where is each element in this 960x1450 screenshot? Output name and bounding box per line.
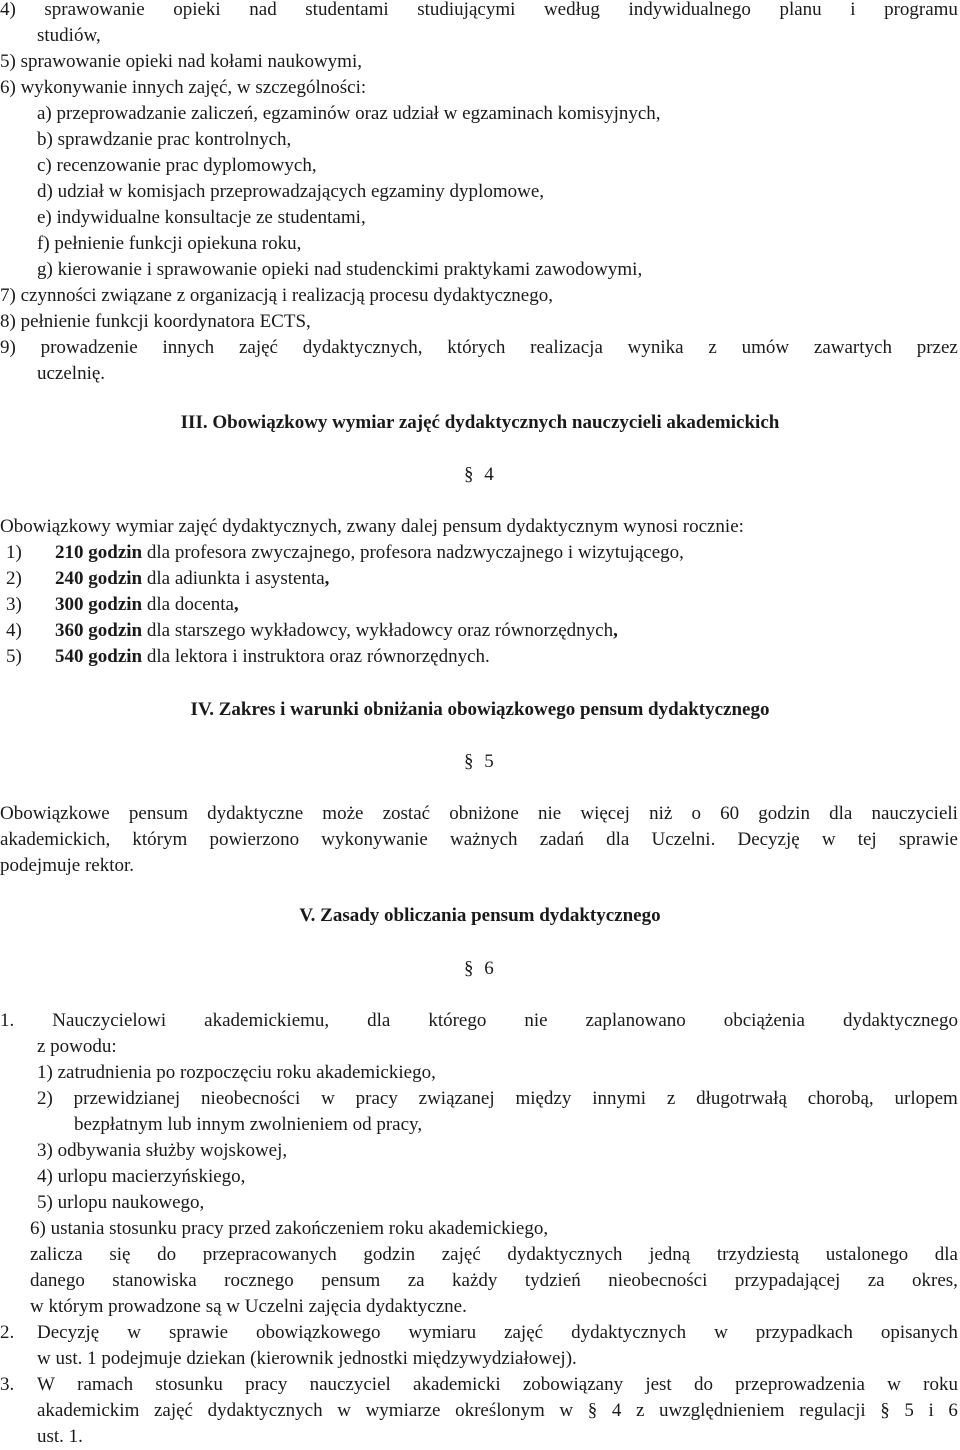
rule-2-number: 2. bbox=[0, 1322, 15, 1343]
word: urlopem bbox=[894, 1088, 958, 1109]
paragraph-marker-4 bbox=[464, 462, 494, 488]
word: nieobecności bbox=[201, 1088, 301, 1109]
section-title: Zakres i warunki obniżania obowiązkowego pensum dydaktycznego bbox=[218, 699, 770, 720]
paragraph-marker-6 bbox=[464, 956, 494, 982]
word: nauczycieli bbox=[871, 803, 958, 824]
word: wymiarze bbox=[365, 1400, 441, 1421]
position: dla starszego wykładowcy, wykładowcy oraz równorzędnych bbox=[142, 620, 614, 641]
rule-3-line3: ust. 1. bbox=[37, 1426, 83, 1447]
word: i bbox=[928, 1400, 934, 1421]
word: z bbox=[708, 337, 717, 358]
word: przypadającej bbox=[734, 1270, 841, 1291]
pensum-item bbox=[0, 566, 960, 592]
word: Obowiązkowe bbox=[0, 803, 110, 824]
word: godzin bbox=[363, 1244, 416, 1265]
word: obniżone bbox=[449, 803, 519, 824]
word: powierzono bbox=[209, 829, 300, 850]
section-heading-4 bbox=[0, 697, 960, 723]
word: regulacji bbox=[799, 1400, 866, 1421]
word: dla bbox=[606, 829, 630, 850]
section-symbol: § bbox=[464, 464, 474, 485]
reduction-line1 bbox=[0, 801, 958, 827]
reduction-line3: podejmuje rektor. bbox=[0, 855, 135, 876]
pensum-item bbox=[0, 592, 960, 618]
word: dla bbox=[934, 1244, 958, 1265]
hours: 210 godzin bbox=[55, 542, 143, 563]
word: roku bbox=[923, 1374, 958, 1395]
word: zajęć bbox=[238, 337, 278, 358]
word: do bbox=[693, 1374, 713, 1395]
word: przeprowadzenia bbox=[735, 1374, 865, 1395]
word: uwzględnieniem bbox=[659, 1400, 785, 1421]
word: w bbox=[821, 829, 836, 850]
reduction-line2 bbox=[0, 827, 958, 853]
word: których bbox=[447, 337, 506, 358]
section-number: V. bbox=[299, 905, 316, 926]
list-item-8: 8) pełnienie funkcji koordynatora ECTS, bbox=[0, 311, 311, 332]
word: zajęć bbox=[504, 1322, 544, 1343]
item-number: 1) bbox=[6, 542, 22, 563]
word: przepracowanych bbox=[202, 1244, 337, 1265]
word: związanej bbox=[418, 1088, 495, 1109]
word: akademicki bbox=[413, 1374, 501, 1395]
word: wykonywanie bbox=[321, 829, 428, 850]
position: dla profesora zwyczajnego, profesora nadzwyczajnego i wizytującego, bbox=[142, 542, 684, 563]
sub-item-d: d) udział w komisjach przeprowadzających egzaminy dyplomowe, bbox=[37, 181, 545, 202]
word: o bbox=[691, 803, 701, 824]
word: programu bbox=[884, 0, 958, 20]
word: którego bbox=[428, 1010, 487, 1031]
word: pracy bbox=[355, 1088, 398, 1109]
sub-item-g: g) kierowanie i sprawowanie opieki nad studenckimi praktykami zawodowymi, bbox=[37, 259, 643, 280]
rule-1-cont-line2 bbox=[30, 1268, 958, 1294]
list-item-4-line1 bbox=[0, 0, 958, 23]
section-symbol: § bbox=[464, 958, 474, 979]
word: prowadzenie bbox=[40, 337, 138, 358]
word: zajęć bbox=[153, 1400, 193, 1421]
word: się bbox=[109, 1244, 131, 1265]
word: nie bbox=[538, 803, 562, 824]
pensum-item bbox=[0, 644, 960, 670]
word: zaplanowano bbox=[585, 1010, 686, 1031]
reason-item-2-line2: bezpłatnym lub innym zwolnieniem od pracy, bbox=[74, 1114, 423, 1135]
word: ważnych bbox=[450, 829, 518, 850]
word: stanowiska bbox=[112, 1270, 197, 1291]
hours: 300 godzin bbox=[55, 594, 143, 615]
tail: , bbox=[233, 594, 239, 615]
word: umów bbox=[741, 337, 790, 358]
word: za bbox=[407, 1270, 425, 1291]
word: akademickim bbox=[37, 1400, 140, 1421]
word: wymiaru bbox=[408, 1322, 477, 1343]
hours: 240 godzin bbox=[55, 568, 143, 589]
word: zadań bbox=[539, 829, 584, 850]
word: Nauczycielowi bbox=[52, 1010, 167, 1031]
word: 4 bbox=[611, 1400, 622, 1421]
word: dla bbox=[367, 1010, 391, 1031]
rule-3-line2 bbox=[37, 1398, 958, 1424]
word: opisanych bbox=[880, 1322, 958, 1343]
word: przypadkach bbox=[755, 1322, 853, 1343]
word: określonym bbox=[455, 1400, 545, 1421]
word: danego bbox=[30, 1270, 85, 1291]
word: w bbox=[559, 1400, 574, 1421]
word: innych bbox=[162, 337, 215, 358]
word: w bbox=[321, 1088, 335, 1109]
position: dla lektora i instruktora oraz równorzędnych. bbox=[142, 646, 490, 667]
word: nad bbox=[249, 0, 277, 20]
word: w bbox=[887, 1374, 901, 1395]
word: ramach bbox=[77, 1374, 134, 1395]
word: jest bbox=[645, 1374, 672, 1395]
list-item-7: 7) czynności związane z organizacją i realizacją procesu dydaktycznego, bbox=[0, 285, 553, 306]
word: dydaktycznych bbox=[507, 1244, 623, 1265]
word: chorobą, bbox=[807, 1088, 874, 1109]
section-title: Obowiązkowy wymiar zajęć dydaktycznych nauczycieli akademickich bbox=[212, 412, 780, 433]
word: każdy bbox=[452, 1270, 498, 1291]
word: studiującymi bbox=[417, 0, 516, 20]
word: za bbox=[867, 1270, 885, 1291]
section-number: IV. bbox=[190, 699, 214, 720]
position: dla adiunkta i asystenta bbox=[142, 568, 325, 589]
word: sprawie bbox=[168, 1322, 229, 1343]
rule-1-line1 bbox=[0, 1008, 958, 1034]
word: pensum bbox=[128, 803, 188, 824]
word: opieki bbox=[173, 0, 221, 20]
word: § bbox=[880, 1400, 890, 1421]
word: zobowiązany bbox=[522, 1374, 624, 1395]
sub-item-c: c) recenzowanie prac dyplomowych, bbox=[37, 155, 317, 176]
word: sprawie bbox=[898, 829, 958, 850]
word: pensum bbox=[321, 1270, 381, 1291]
word: Uczelni. bbox=[651, 829, 716, 850]
word: indywidualnego bbox=[628, 0, 751, 20]
word: sprawowanie bbox=[44, 0, 145, 20]
word: z bbox=[635, 1400, 645, 1421]
reason-item-2-line1 bbox=[37, 1086, 958, 1112]
word: W bbox=[37, 1374, 55, 1395]
word: według bbox=[543, 0, 600, 20]
sub-item-b: b) sprawdzanie prac kontrolnych, bbox=[37, 129, 292, 150]
word: 5 bbox=[904, 1400, 914, 1421]
rule-1-line2: z powodu: bbox=[37, 1036, 117, 1057]
word: tej bbox=[857, 829, 877, 850]
word: planu bbox=[779, 0, 822, 20]
hours: 540 godzin bbox=[55, 646, 143, 667]
sub-item-f: f) pełnienie funkcji opiekuna roku, bbox=[37, 233, 302, 254]
word: przewidzianej bbox=[73, 1088, 181, 1109]
item-number: 2) bbox=[6, 568, 22, 589]
word: obowiązkowego bbox=[256, 1322, 381, 1343]
rule-3-number: 3. bbox=[0, 1374, 15, 1395]
list-item-4-line2: studiów, bbox=[37, 25, 101, 46]
word: zostać bbox=[382, 803, 431, 824]
section-title: Zasady obliczania pensum dydaktycznego bbox=[320, 905, 661, 926]
word: godzin bbox=[758, 803, 810, 824]
position: dla docenta bbox=[142, 594, 234, 615]
word: nauczyciel bbox=[309, 1374, 391, 1395]
word: między bbox=[515, 1088, 572, 1109]
rule-1-cont-line1 bbox=[30, 1242, 958, 1268]
hours: 360 godzin bbox=[55, 620, 143, 641]
word: wynika bbox=[627, 337, 684, 358]
word: może bbox=[322, 803, 364, 824]
word: w bbox=[714, 1322, 728, 1343]
item-number: 3) bbox=[6, 594, 22, 615]
tail: , bbox=[613, 620, 618, 641]
word: w bbox=[127, 1322, 141, 1343]
word: nieobecności bbox=[608, 1270, 708, 1291]
pensum-item bbox=[0, 540, 960, 566]
word: akademickich, bbox=[0, 829, 111, 850]
word: studentami bbox=[305, 0, 389, 20]
word: do bbox=[157, 1244, 177, 1265]
word: okres, bbox=[912, 1270, 958, 1291]
word: w bbox=[337, 1400, 351, 1421]
reason-item: 1) zatrudnienia po rozpoczęciu roku akademickiego, bbox=[37, 1062, 436, 1083]
list-item-6: 6) wykonywanie innych zajęć, w szczególności: bbox=[0, 77, 367, 98]
word: długotrwałą bbox=[696, 1088, 787, 1109]
rule-1-cont-line3: w którym prowadzone są w Uczelni zajęcia dydaktyczne. bbox=[30, 1296, 467, 1317]
word: tydzień bbox=[524, 1270, 581, 1291]
pensum-intro: Obowiązkowy wymiar zajęć dydaktycznych, zwany dalej pensum dydaktycznym wynosi rocznie: bbox=[0, 516, 744, 537]
paragraph-number: 5 bbox=[484, 751, 494, 772]
section-heading-5 bbox=[0, 903, 960, 929]
word: innymi bbox=[592, 1088, 647, 1109]
rule-2-line1 bbox=[37, 1320, 958, 1346]
word: jedną bbox=[649, 1244, 691, 1265]
item-number: 5) bbox=[6, 646, 22, 667]
word: 9) bbox=[0, 337, 16, 358]
word: Decyzję bbox=[37, 1322, 100, 1343]
list-item-5: 5) sprawowanie opieki nad kołami naukowymi, bbox=[0, 51, 362, 72]
reason-item: 3) odbywania służby wojskowej, bbox=[37, 1140, 288, 1161]
word: rocznego bbox=[224, 1270, 294, 1291]
reason-item: 4) urlopu macierzyńskiego, bbox=[37, 1166, 246, 1187]
word: zajęć bbox=[441, 1244, 481, 1265]
word: dydaktycznych bbox=[207, 1400, 323, 1421]
list-item-9-line2: uczelnię. bbox=[37, 363, 106, 384]
paragraph-marker-5 bbox=[464, 749, 494, 775]
word: zawartych bbox=[813, 337, 892, 358]
word: zalicza bbox=[30, 1244, 83, 1265]
list-item-9-line1 bbox=[0, 335, 958, 361]
tail: , bbox=[324, 568, 330, 589]
reason-item: 6) ustania stosunku pracy przed zakończeniem roku akademickiego, bbox=[30, 1218, 549, 1239]
word: dydaktycznych, bbox=[302, 337, 423, 358]
word: przez bbox=[916, 337, 958, 358]
word: 1. bbox=[0, 1010, 15, 1031]
word: pracy bbox=[245, 1374, 288, 1395]
reason-item: 5) urlopu naukowego, bbox=[37, 1192, 205, 1213]
word: dla bbox=[829, 803, 853, 824]
rule-2-line2: w ust. 1 podejmuje dziekan (kierownik jednostki międzywydziałowej). bbox=[37, 1348, 577, 1369]
section-number: III. bbox=[180, 412, 208, 433]
section-heading-3 bbox=[0, 410, 960, 436]
word: dydaktycznego bbox=[842, 1010, 958, 1031]
word: 60 bbox=[720, 803, 740, 824]
word: akademickiemu, bbox=[204, 1010, 330, 1031]
pensum-item bbox=[0, 618, 960, 644]
word: i bbox=[850, 0, 856, 20]
word: stosunku bbox=[155, 1374, 223, 1395]
word: ustalonego bbox=[825, 1244, 909, 1265]
paragraph-number: 6 bbox=[484, 958, 494, 979]
word: nie bbox=[524, 1010, 548, 1031]
item-number: 4) bbox=[6, 620, 22, 641]
word: dydaktyczne bbox=[207, 803, 304, 824]
word: którym bbox=[132, 829, 188, 850]
word: z bbox=[666, 1088, 676, 1109]
word: 6 bbox=[948, 1400, 958, 1421]
word: trzydziestą bbox=[716, 1244, 800, 1265]
word: niż bbox=[649, 803, 673, 824]
word: dydaktycznych bbox=[571, 1322, 687, 1343]
word: obciążenia bbox=[723, 1010, 805, 1031]
sub-item-e: e) indywidualne konsultacje ze studentami, bbox=[37, 207, 366, 228]
word: § bbox=[587, 1400, 598, 1421]
word: Decyzję bbox=[737, 829, 800, 850]
word: więcej bbox=[580, 803, 630, 824]
paragraph-number: 4 bbox=[484, 464, 494, 485]
sub-item-a: a) przeprowadzanie zaliczeń, egzaminów oraz udział w egzaminach komisyjnych, bbox=[37, 103, 661, 124]
section-symbol: § bbox=[464, 751, 474, 772]
word: realizacja bbox=[530, 337, 603, 358]
word: 2) bbox=[37, 1088, 53, 1109]
rule-3-line1 bbox=[37, 1372, 958, 1398]
word: 4) bbox=[0, 0, 16, 20]
